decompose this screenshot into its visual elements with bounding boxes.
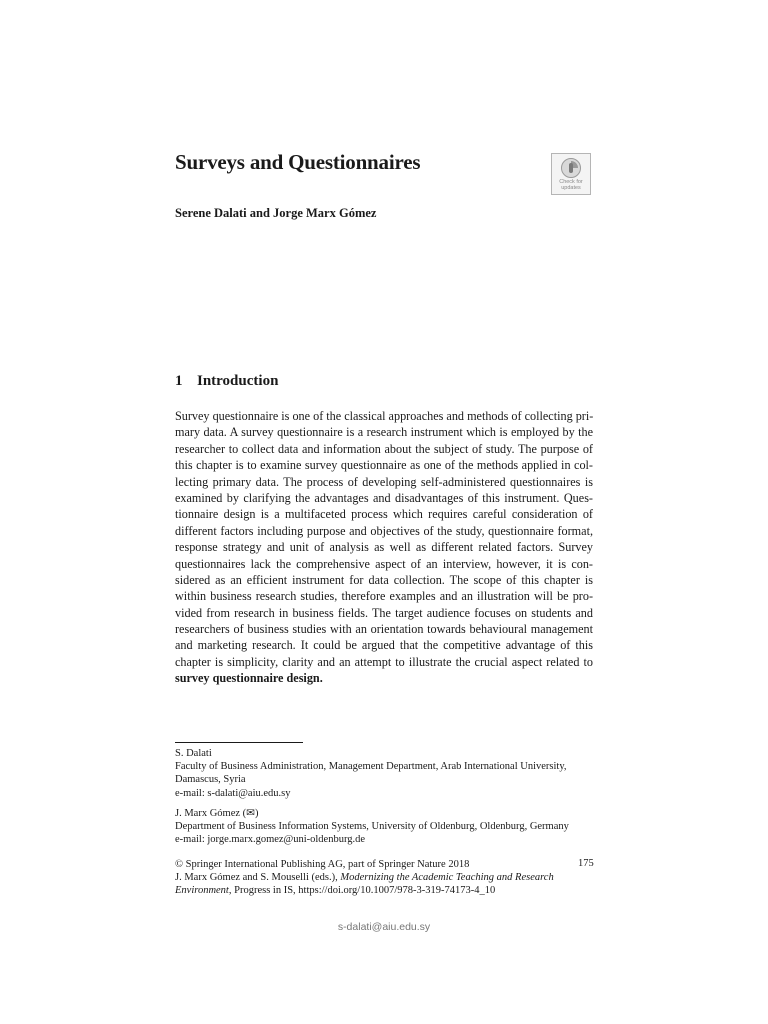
citation-editors: J. Marx Gómez and S. Mouselli (eds.), xyxy=(175,872,341,884)
badge-text-line1: Check for xyxy=(559,179,583,185)
footnote-author-name: J. Marx Gómez (✉) xyxy=(175,807,259,819)
paragraph-line: this chapter is to examine survey questionnaire as one of the methods applied in col- xyxy=(175,458,593,473)
check-for-updates-icon xyxy=(560,157,582,179)
footnote-affiliation: Faculty of Business Administration, Management Department, Arab International University, xyxy=(175,761,567,773)
paragraph-line: sidered as an efficient instrument for data collection. The scope of this chapter is xyxy=(175,572,593,587)
footnote-email: e-mail: s-dalati@aiu.edu.sy xyxy=(175,787,291,799)
book-title: Modernizing the Academic Teaching and Research xyxy=(340,872,554,884)
footnote-city: Damascus, Syria xyxy=(175,774,246,786)
section-heading xyxy=(175,373,278,390)
footnote-affiliation: Department of Business Information Systems, University of Oldenburg, Oldenburg, Germany xyxy=(175,821,569,833)
section-number: 1 xyxy=(175,373,183,389)
author-footnotes xyxy=(175,747,595,846)
citation-line xyxy=(175,871,595,884)
paragraph-line: different factors including purpose and objectives of the study, questionnaire format, xyxy=(175,523,593,538)
paragraph-line: tionnaire design is a multifaceted process which requires careful consideration of xyxy=(175,507,593,522)
paragraph-line: within business research studies, therefore examples and an illustration will be pro- xyxy=(175,589,593,604)
introduction-paragraph xyxy=(175,408,593,687)
book-title-end: Environment xyxy=(175,885,229,897)
paragraph-line: researchers of business studies with an orientation towards behavioural management xyxy=(175,622,593,637)
footnote-email: e-mail: jorge.marx.gomez@uni-oldenburg.de xyxy=(175,834,366,846)
paragraph-line: mary data. A survey questionnaire is a research instrument which is employed by the xyxy=(175,425,593,440)
chapter-authors: Serene Dalati and Jorge Marx Gómez xyxy=(175,206,377,220)
copyright-block xyxy=(175,858,595,898)
paragraph-line: chapter is simplicity, clarity and an attempt to illustrate the crucial aspect related to xyxy=(175,654,593,669)
paragraph-line: and marketing research. It could be argued that the competitive advantage of this xyxy=(175,638,593,653)
paragraph-line: lecting primary data. The process of developing self-administered questionnaires is xyxy=(175,474,593,489)
paragraph-line: researcher to collect data and information about the subject of study. The purpose of xyxy=(175,441,593,456)
paragraph-line: examined by clarifying the advantages and disadvantages of this instrument. Ques- xyxy=(175,490,593,505)
paragraph-line: survey questionnaire design. xyxy=(175,671,323,686)
paragraph-line: Survey questionnaire is one of the classical approaches and methods of collecting pri- xyxy=(175,409,594,423)
citation-line xyxy=(175,884,595,897)
paragraph-line: response strategy and unit of analysis as well as different related factors. Survey xyxy=(175,540,593,555)
footnote-author-name: S. Dalati xyxy=(175,748,212,759)
check-for-updates-badge[interactable] xyxy=(551,153,591,195)
paragraph-line: vided from research in business fields. The target audience focuses on students and xyxy=(175,605,593,620)
page-number: 175 xyxy=(578,858,594,869)
citation-doi[interactable]: , Progress in IS, https://doi.org/10.1007/978-3-319-74173-4_10 xyxy=(228,885,496,897)
badge-text-line2: updates xyxy=(561,185,581,191)
footnote-rule xyxy=(175,742,303,743)
copyright-line: © Springer International Publishing AG, part of Springer Nature 2018 xyxy=(175,859,470,870)
watermark-email: s-dalati@aiu.edu.sy xyxy=(337,921,431,933)
chapter-title: Surveys and Questionnaires xyxy=(175,150,421,174)
section-title: Introduction xyxy=(197,373,279,389)
paragraph-line: questionnaires lack the comprehensive aspect of an interview, however, it is con- xyxy=(175,556,593,571)
